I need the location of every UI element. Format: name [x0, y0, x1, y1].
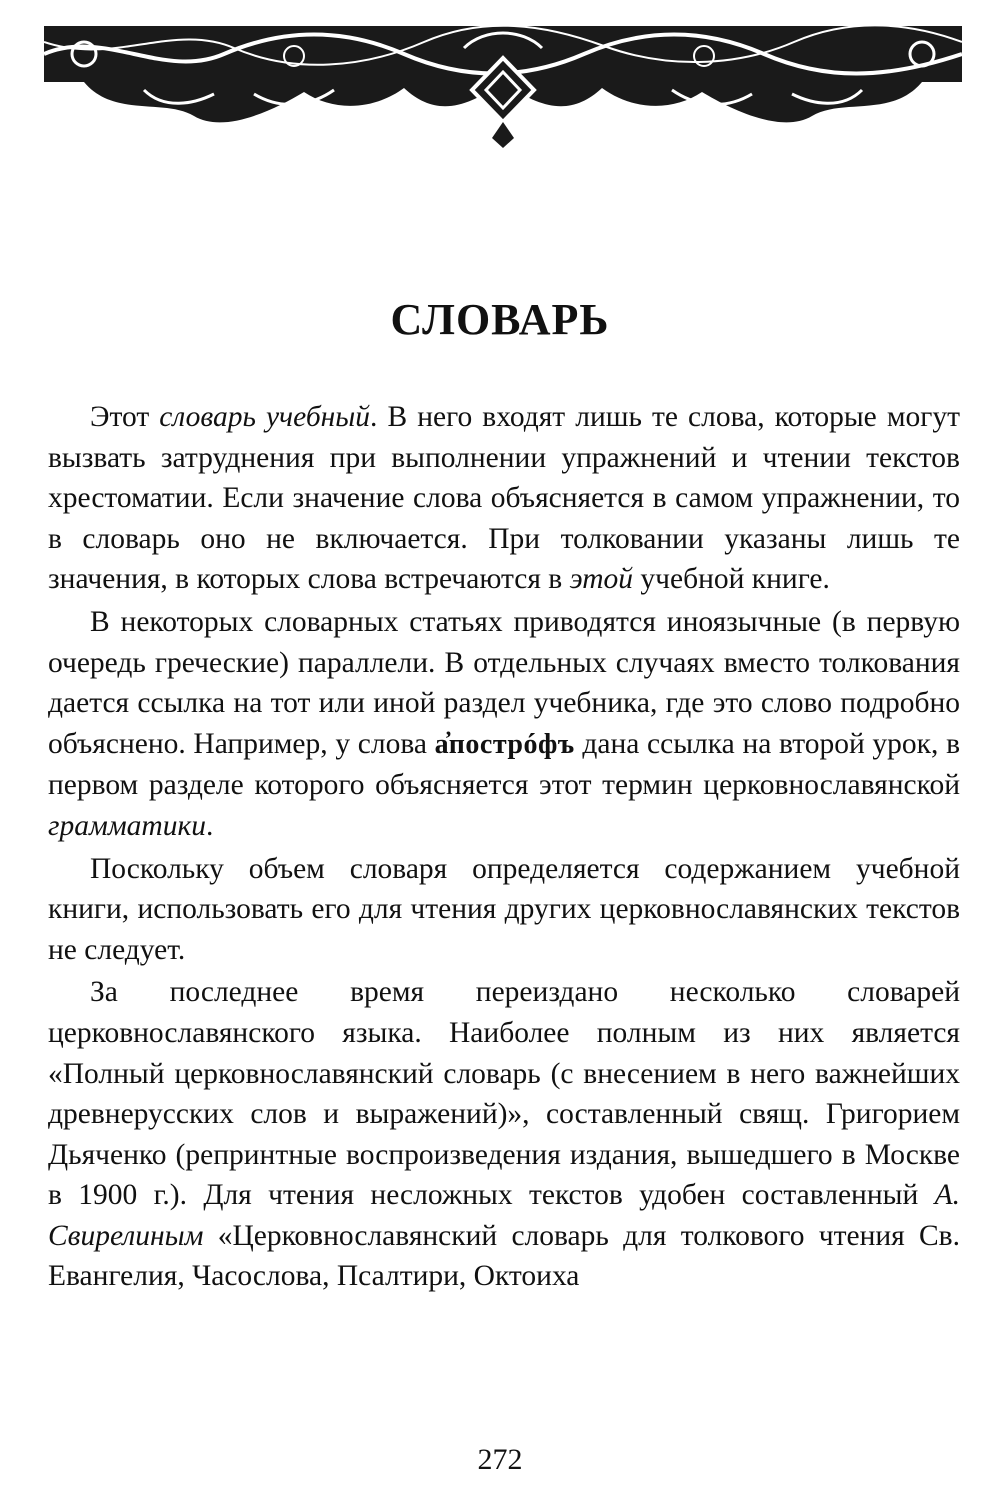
paragraph: [48, 397, 960, 600]
paragraph-text: «Церковнославянский словарь для толкового чтения Св. Евангелия, Часослова, Псалтири, Октоиха: [48, 1219, 960, 1293]
paragraph: [48, 972, 960, 1297]
paragraph-text: В некоторых словарных статьях приводятся иноязычные (в первую очередь греческие) параллели. В отдельных случаях вместо толкования дается ссылка на тот или иной раздел учебника, где это слово подробно объяснено. Например, у слова: [48, 605, 960, 760]
church-slavonic-word: а̓пострóфъ: [434, 728, 575, 760]
paragraph-text: Этот: [90, 401, 160, 433]
emphasis-text: этой: [569, 563, 634, 596]
paragraph-text: учебной книге.: [633, 563, 830, 596]
paragraph-text: За последнее время переиздано несколько словарей церковнославянского языка. Наиболее полным из них является «Полный церковнославянский словарь (с внесением в него важнейших древнерусских слов и выражений)», составленный свящ. Григорием Дьяченко (репринтные воспроизведения издания, вышедшего в Москве в 1900 г.). Для чтения несложных текстов удобен составленный: [48, 976, 960, 1212]
emphasis-text: грамматики: [48, 809, 207, 842]
paragraph-text: Поскольку объем словаря определяется содержанием учебной книги, использовать его для чтения других церковнославянских текстов не следует.: [48, 852, 960, 966]
emphasis-text: А. Свирелиным: [48, 1179, 960, 1252]
paragraph-text: . В него входят лишь те слова, которые могут вызвать затруднения при выполнении упражнений и чтении текстов хрестоматии. Если значение слова объясняется в самом упражнении, то в словарь оно не включается. При толковании указаны лишь те значения, в которых слова встречаются в: [48, 401, 960, 596]
paragraph-text: дана ссылка на второй урок, в первом разделе которого объясняется этот термин церковнославянской: [48, 727, 960, 802]
decorative-knot-border-icon: [44, 18, 962, 148]
dictionary-intro-text: [48, 397, 960, 1299]
page-number: 272: [477, 1443, 523, 1476]
page-title: СЛОВАРЬ: [390, 295, 610, 344]
paragraph: [48, 849, 960, 971]
emphasis-text: словарь учебный: [159, 401, 371, 433]
paragraph: [48, 602, 960, 847]
paragraph-text: .: [206, 809, 214, 842]
